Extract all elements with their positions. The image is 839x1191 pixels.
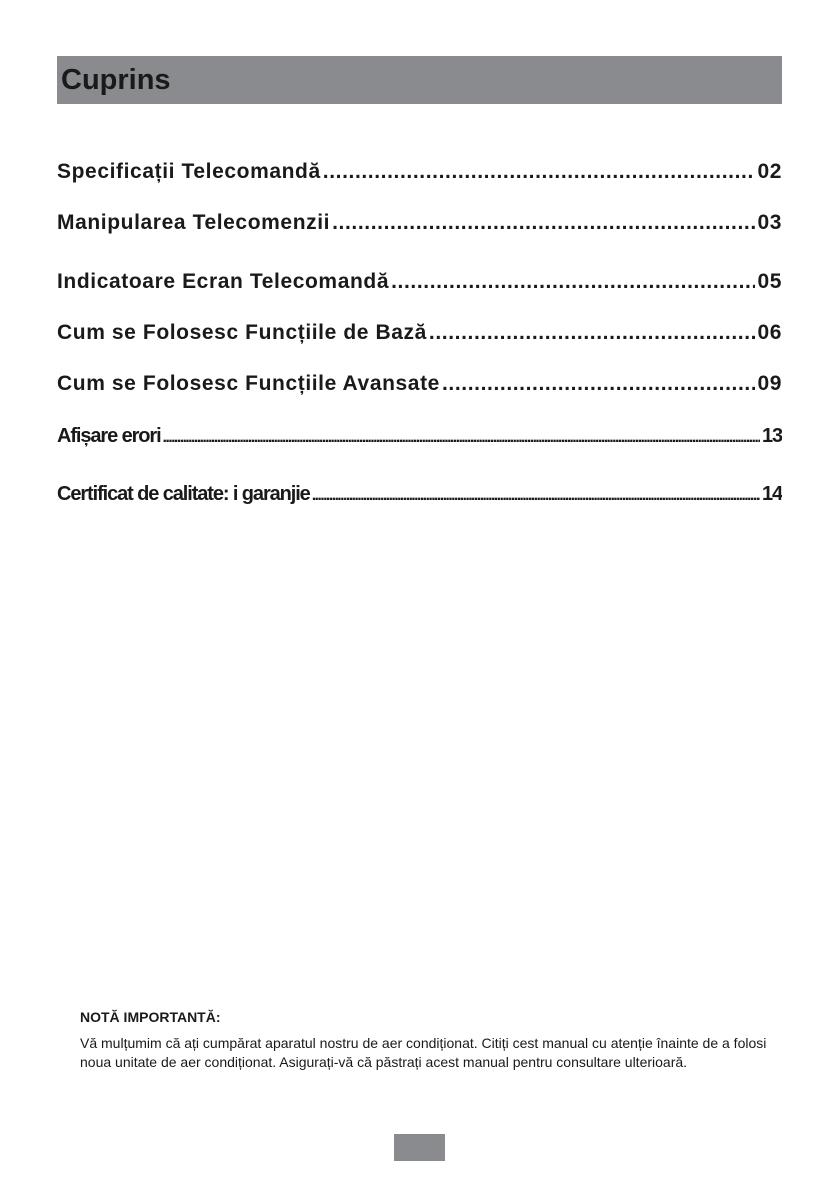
toc-leader-dots: [323, 160, 756, 184]
toc-entry-title: Specificații Telecomandă: [57, 160, 321, 183]
toc-leader-dots: [442, 372, 755, 396]
page-number-tab: [394, 1134, 445, 1161]
toc-entry-manipularea[interactable]: [57, 211, 782, 235]
title-bar: [57, 56, 782, 104]
note-heading: NOTĂ IMPORTANTĂ:: [80, 1009, 221, 1025]
toc-leader-dots: [163, 429, 760, 447]
toc-leader-dots: [391, 270, 755, 294]
toc-entry-page: 05: [757, 270, 782, 293]
toc-entry-page: 03: [757, 211, 782, 234]
toc-entry-functii-avansate[interactable]: [57, 372, 782, 396]
toc-entry-title: Certificat de calitate: i garanjie: [57, 483, 310, 505]
toc-entry-title: Afișare erori: [57, 425, 161, 447]
toc-entry-page: 13: [761, 425, 782, 447]
toc-entry-page: 14: [761, 483, 782, 505]
toc-leader-dots: [332, 211, 755, 235]
toc-entry-title: Cum se Folosesc Funcțiile Avansate: [57, 372, 440, 395]
toc-entry-title: Indicatoare Ecran Telecomandă: [57, 270, 390, 293]
toc-entry-title: Cum se Folosesc Funcțiile de Bază: [57, 321, 427, 344]
page-title: Cuprins: [61, 64, 171, 96]
note-body: Vă mulțumim că ați cumpărat aparatul nostru de aer condiționat. Citiți cest manual cu atenție înainte de a folosi noua unitate de aer condiționat. Asigurați-vă că păstrați acest manual pentru consultare ulterioară.: [80, 1035, 767, 1070]
toc-entry-afisare-erori[interactable]: [57, 425, 782, 448]
toc-entry-title: Manipularea Telecomenzii: [57, 211, 331, 234]
toc-entry-page: 09: [757, 372, 782, 395]
toc-entry-certificat[interactable]: [57, 483, 782, 506]
toc-entry-functii-baza[interactable]: [57, 321, 782, 345]
toc-entry-specificatii[interactable]: [57, 160, 782, 184]
toc-entry-page: 02: [757, 160, 782, 183]
toc-entry-page: 06: [757, 321, 782, 344]
toc-entry-indicatoare[interactable]: [57, 270, 782, 294]
important-note: [80, 1008, 800, 1072]
toc-leader-dots: [312, 487, 760, 505]
toc-leader-dots: [429, 321, 756, 345]
